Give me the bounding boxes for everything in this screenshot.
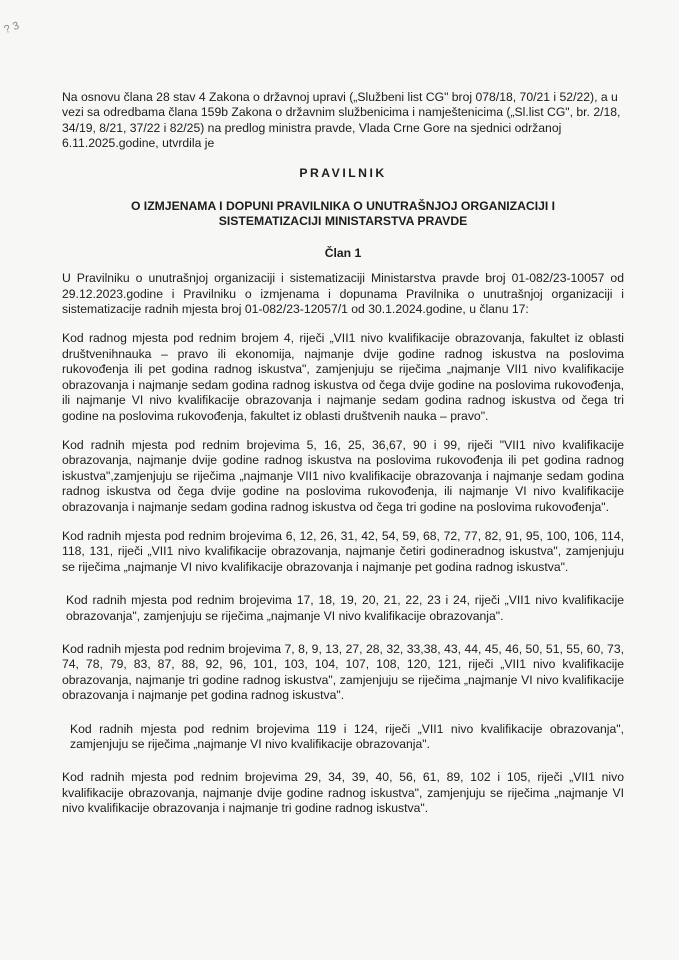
document-body bbox=[62, 90, 624, 831]
document-subtitle bbox=[62, 199, 624, 230]
subtitle-line-2: SISTEMATIZACIJI MINISTARSTVA PRAVDE bbox=[218, 214, 468, 229]
preamble: Na osnovu člana 28 stav 4 Zakona o državnoj upravi („Službeni list CG" broj 078/18, 70/21 i 52/22), a u vezi sa odredbama člana 159b Zakona o državnim službenicima i namještenicima („Sl.list CG", br. 2/18, 34/19, 8/21, 37/22 i 82/25) na predlog ministra pravde, Vlada Crne Gore na sjednici održanoj 6.11.2025.godine, utvrdila je bbox=[62, 90, 621, 151]
handwritten-corner-mark: ? 3 bbox=[2, 19, 21, 37]
paragraph-3: Kod radnih mjesta pod rednim brojevima 6, 12, 26, 31, 42, 54, 59, 68, 72, 77, 82, 91, 95, 100, 106, 114, 118, 131, riječi „VII1 nivo kvalifikacije obrazovanja, najmanje četiri godineradnog iskustva", zamjenjuju se riječima „najmanje VI nivo kvalifikacije obrazovanja i najmanje pet godina radnog iskustva". bbox=[62, 528, 624, 574]
subtitle-line-1: O IZMJENAMA I DOPUNI PRAVILNIKA O UNUTRAŠNJOJ ORGANIZACIJI I bbox=[130, 199, 556, 214]
document-heading: PRAVILNIK bbox=[299, 165, 387, 180]
paragraph-6: Kod radnih mjesta pod rednim brojevima 119 i 124, riječi „VII1 nivo kvalifikacije obrazovanja", zamjenjuju se riječima „najmanje VI nivo kvalifikacije obrazovanja". bbox=[70, 721, 624, 751]
article-lead: U Pravilniku o unutrašnjoj organizaciji i sistematizaciji Ministarstva pravde broj 01-082/23-10057 od 29.12.2023.godine i Pravilniku o izmjenama i dopunama Pravilnika o unutrašnjoj organizaciji i sistematizacije radnih mjesta broj 01-082/23-12057/1 od 30.1.2024.godine, u članu 17: bbox=[62, 271, 624, 317]
article-title: Član 1 bbox=[324, 245, 362, 260]
paragraph-7: Kod radnih mjesta pod rednim brojevima 29, 34, 39, 40, 56, 61, 89, 102 i 105, riječi „VII1 nivo kvalifikacije obrazovanja, najmanje dvije godine radnog iskustva", zamjenjuju se riječima „najmanje VI nivo kvalifikacije obrazovanja i najmanje tri godine radnog iskustva". bbox=[62, 770, 624, 816]
paragraph-2: Kod radnih mjesta pod rednim brojevima 5, 16, 25, 36,67, 90 i 99, riječi "VII1 nivo kvalifikacije obrazovanja, najmanje dvije godine radnog iskustva na poslovima rukovođenja ili pet godina radnog iskustva",zamjenjuju se riječima „najmanje VII1 nivo kvalifikacije obrazovanja i najmanje sedam godina radnog iskustva od čega dvije godine na poslovima rukovođenja, ili najmanje VI nivo kvalifikacije obrazovanja i najmanje sedam godina radnog iskustva od čega tri godine na poslovima rukovođenja". bbox=[62, 437, 624, 514]
paragraph-5: Kod radnih mjesta pod rednim brojevima 7, 8, 9, 13, 27, 28, 32, 33,38, 43, 44, 45, 46, 50, 51, 55, 60, 73, 74, 78, 79, 83, 87, 88, 92, 96, 101, 103, 104, 107, 108, 120, 121, riječi „VII1 nivo kvalifikacije obrazovanja, najmanje tri godine radnog iskustva", zamjenjuju se riječima „najmanje VI nivo kvalifikacije obrazovanja i najmanje pet godina radnog iskustva". bbox=[62, 641, 624, 703]
paragraph-1: Kod radnog mjesta pod rednim brojem 4, riječi „VII1 nivo kvalifikacije obrazovanja, fakultet iz oblasti društvenihnauka – pravo ili ekonomija, najmanje dvije godine radnog iskustva na poslovima rukovođenja ili pet godina radnog iskustva", zamjenjuju se riječima „najmanje VII1 nivo kvalifikacije obrazovanja i najmanje sedam godina radnog iskustva od čega dvije godine na poslovima rukovođenja, ili najmanje VI nivo kvalifikacije obrazovanja i najmanje sedam godina radnog iskustva od čega tri godine na poslovima rukovođenja, fakultet iz oblasti društvenih nauka – pravo". bbox=[62, 331, 624, 423]
paragraph-4: Kod radnih mjesta pod rednim brojevima 17, 18, 19, 20, 21, 22, 23 i 24, riječi „VII1 nivo kvalifikacije obrazovanja", zamjenjuju se riječima „najmanje VI nivo kvalifikacije obrazovanja". bbox=[66, 593, 624, 623]
